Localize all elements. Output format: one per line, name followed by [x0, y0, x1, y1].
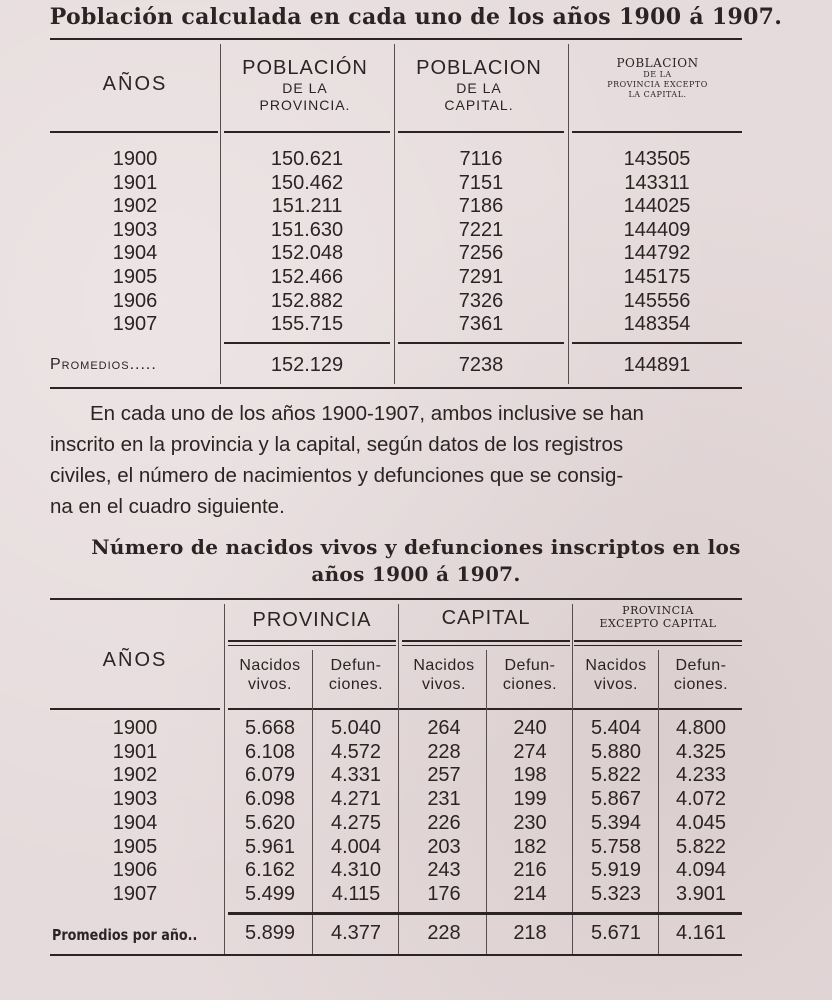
table2-value-cell: 5.394 — [590, 811, 642, 834]
table1-year-cell: 1902 — [112, 195, 158, 218]
table2-value-cell: 5.822 — [675, 835, 727, 858]
intro-paragraph — [50, 398, 750, 522]
table1-column-divider — [220, 44, 221, 384]
defunciones-header — [314, 656, 398, 694]
table1-excepto-cell: 144409 — [623, 218, 691, 241]
table1-promedios-label: Promedios..... — [50, 356, 157, 373]
table1-provincia-cell: 155.715 — [270, 313, 344, 336]
table2-value-cell: 264 — [427, 717, 461, 739]
table2-year-cell: 1905 — [112, 835, 158, 858]
header-line: PROVINCIA EXCEPTO — [607, 79, 708, 89]
table2-value-cell: 5.758 — [590, 835, 642, 858]
table1-header-rule — [50, 131, 218, 133]
table1-promedios-excepto: 144891 — [623, 354, 691, 376]
table1-year-cell: 1904 — [112, 242, 158, 265]
table1-capital-cell: 7221 — [458, 218, 504, 241]
header-line: PROVINCIA. — [259, 96, 351, 113]
header-line: Defun- — [330, 657, 382, 674]
table2-value-cell: 4.800 — [675, 717, 727, 739]
table2-year-cell: 1903 — [112, 788, 158, 811]
table2-value-cell: 5.822 — [590, 764, 642, 787]
table1-header-rule — [398, 131, 564, 133]
table2-promedio-cell: 228 — [427, 922, 461, 944]
table2-promedio-cell: 5.899 — [244, 922, 296, 944]
table1-column-divider — [568, 44, 569, 384]
table2-value-cell: 4.325 — [675, 740, 727, 763]
table2-value-cell: 6.108 — [244, 740, 296, 763]
table2-value-cell: 4.275 — [330, 811, 382, 834]
table2-bottom-rule — [50, 954, 742, 956]
table1-header-rule — [572, 131, 742, 133]
table2-group-rule — [574, 645, 742, 646]
table2-group-rule — [402, 640, 570, 642]
table2-group-rule — [402, 645, 570, 646]
table2-value-cell: 5.961 — [244, 835, 296, 858]
table1-top-rule — [50, 38, 742, 40]
table2-group-rule — [574, 640, 742, 642]
table2-value-cell: 4.331 — [330, 764, 382, 787]
table2-value-cell: 5.919 — [590, 859, 642, 882]
table2-value-cell: 5.668 — [244, 717, 296, 739]
paragraph-line: En cada uno de los años 1900-1907, ambos inclusive se han — [90, 402, 644, 425]
table2-header-rule — [228, 708, 742, 710]
table1-year-cell: 1901 — [112, 171, 158, 194]
table2-value-cell: 3.901 — [675, 882, 727, 905]
table1-title: Población calculada en cada uno de los años 1900 á 1907. — [49, 4, 783, 30]
header-line: DE LA — [643, 70, 672, 80]
header-line: Nacidos — [585, 657, 647, 674]
table2-promedios-label: Promedios por año.. — [52, 926, 198, 944]
table2-value-cell: 5.880 — [590, 740, 642, 763]
table2-column-divider — [398, 604, 399, 954]
table1-capital-cell: 7326 — [458, 289, 504, 312]
table2-title-line1: Número de nacidos vivos y defunciones inscriptos en los — [91, 535, 741, 559]
table2-value-cell: 4.271 — [330, 788, 382, 811]
table2-promedio-cell: 4.161 — [675, 922, 727, 944]
table2-header-provincia: PROVINCIA — [252, 609, 372, 631]
table2-value-cell: 4.094 — [675, 859, 727, 882]
table2-header-capital: CAPITAL — [441, 607, 531, 629]
table2-title-line2: años 1900 á 1907. — [311, 562, 521, 586]
table2-value-cell: 176 — [427, 882, 461, 905]
table1-excepto-cell: 145175 — [623, 266, 691, 288]
table1-column-divider — [394, 44, 395, 384]
table1-provincia-cell: 150.621 — [270, 148, 344, 170]
table1-excepto-cell: 148354 — [623, 313, 691, 336]
header-line: LA CAPITAL. — [628, 89, 687, 99]
table1-sum-rule — [572, 342, 742, 344]
table1-header-rule — [224, 131, 390, 133]
table2-value-cell: 4.310 — [330, 859, 382, 882]
header-line: POBLACION — [416, 57, 542, 79]
table1-excepto-cell: 143505 — [623, 148, 691, 170]
header-line: Defun- — [675, 657, 727, 674]
table2-subcolumn-divider — [658, 650, 659, 954]
table1-provincia-cell: 152.048 — [270, 242, 344, 265]
header-line: Defun- — [504, 657, 556, 674]
table2-promedio-cell: 5.671 — [590, 922, 642, 944]
table2-year-cell: 1906 — [112, 859, 158, 882]
table1-promedios-capital: 7238 — [458, 354, 504, 376]
table2-header-years: AÑOS — [102, 649, 168, 671]
header-line: ciones. — [328, 676, 384, 694]
table2-value-cell: 4.045 — [675, 811, 727, 834]
header-line: Nacidos — [239, 657, 301, 674]
table2-header-excepto — [574, 604, 742, 630]
table2-value-cell: 243 — [427, 859, 461, 882]
table1-provincia-cell: 152.882 — [270, 289, 344, 312]
table2-top-rule — [50, 598, 742, 600]
table2-year-cell: 1900 — [112, 717, 158, 739]
table2-value-cell: 5.323 — [590, 882, 642, 905]
table2-value-cell: 5.620 — [244, 811, 296, 834]
table1-excepto-cell: 144792 — [623, 242, 691, 265]
table1-sum-rule — [398, 342, 564, 344]
header-line: DE LA — [282, 80, 328, 96]
table1-capital-cell: 7256 — [458, 242, 504, 265]
table1-capital-cell: 7116 — [459, 148, 503, 170]
table1-header-provincia — [225, 56, 385, 114]
header-line: ciones. — [502, 676, 558, 694]
table2-group-rule — [228, 640, 396, 642]
table2-promedio-cell: 4.377 — [330, 922, 382, 944]
table1-capital-cell: 7186 — [458, 195, 504, 218]
table2-value-cell: 182 — [513, 835, 547, 858]
table2-year-cell: 1907 — [112, 882, 158, 905]
table2-value-cell: 4.115 — [331, 882, 381, 905]
table2-value-cell: 6.079 — [244, 764, 296, 787]
table1-year-cell: 1903 — [112, 218, 158, 241]
table2-value-cell: 4.072 — [675, 788, 727, 811]
table1-bottom-rule — [50, 387, 742, 389]
paragraph-line: na en el cuadro siguiente. — [50, 495, 285, 518]
table2-value-cell: 5.867 — [590, 788, 642, 811]
table2-value-cell: 257 — [427, 764, 461, 787]
table1-provincia-cell: 151.211 — [271, 195, 343, 218]
table1-provincia-cell: 152.466 — [270, 266, 344, 288]
table2-value-cell: 203 — [427, 835, 461, 858]
table2-value-cell: 4.233 — [675, 764, 727, 787]
paragraph-line: civiles, el número de nacimientos y defunciones que se consig- — [50, 464, 624, 487]
header-line: POBLACION — [616, 56, 699, 70]
table2-value-cell: 226 — [427, 811, 461, 834]
table2-value-cell: 4.004 — [330, 835, 382, 858]
paragraph-line: inscrito en la provincia y la capital, según datos de los registros — [50, 433, 624, 456]
table2-sum-rule — [228, 912, 742, 915]
header-line: POBLACIÓN — [242, 57, 368, 79]
table2-value-cell: 230 — [513, 811, 547, 834]
header-line: CAPITAL. — [444, 96, 514, 113]
table1-excepto-cell: 143311 — [624, 171, 690, 194]
header-line: vivos. — [248, 676, 292, 694]
table2-value-cell: 214 — [513, 882, 547, 905]
table1-year-cell: 1905 — [112, 266, 158, 288]
table1-excepto-cell: 144025 — [623, 195, 691, 218]
table2-value-cell: 5.404 — [590, 717, 642, 739]
nacidos-header — [402, 656, 486, 694]
table2-subcolumn-divider — [486, 650, 487, 954]
table2-year-cell: 1902 — [112, 764, 158, 787]
nacidos-header — [574, 656, 658, 694]
header-line: ciones. — [673, 676, 729, 694]
table2-value-cell: 274 — [513, 740, 547, 763]
table2-value-cell: 216 — [513, 859, 547, 882]
defunciones-header — [488, 656, 572, 694]
table1-header-years: AÑOS — [102, 73, 168, 95]
table2-value-cell: 198 — [513, 764, 547, 787]
header-line: vivos. — [594, 676, 638, 694]
table1-promedios-provincia: 152.129 — [270, 354, 344, 376]
header-line: Nacidos — [413, 657, 475, 674]
table1-year-cell: 1900 — [112, 148, 158, 170]
table2-year-cell: 1904 — [112, 811, 158, 834]
table2-group-rule — [228, 645, 396, 646]
header-line: vivos. — [422, 676, 466, 694]
table2-value-cell: 6.098 — [244, 788, 296, 811]
header-line: PROVINCIA — [622, 604, 694, 617]
table1-year-cell: 1907 — [112, 313, 158, 336]
table1-provincia-cell: 150.462 — [270, 171, 344, 194]
table2-column-divider — [572, 604, 573, 954]
table2-value-cell: 6.162 — [244, 859, 296, 882]
table2-promedio-cell: 218 — [513, 922, 547, 944]
table2-value-cell: 5.040 — [330, 717, 382, 739]
table1-provincia-cell: 151.630 — [270, 218, 344, 241]
table1-capital-cell: 7361 — [458, 313, 504, 336]
table2-value-cell: 228 — [427, 740, 461, 763]
table1-header-capital — [398, 56, 560, 114]
table1-capital-cell: 7291 — [458, 266, 504, 288]
nacidos-header — [228, 656, 312, 694]
table1-excepto-cell: 145556 — [623, 289, 691, 312]
table2-value-cell: 5.499 — [244, 882, 296, 905]
table2-value-cell: 199 — [513, 788, 547, 811]
table1-year-cell: 1906 — [112, 289, 158, 312]
table2-year-cell: 1901 — [112, 740, 158, 763]
table1-sum-rule — [224, 342, 390, 344]
table2-value-cell: 240 — [513, 717, 547, 739]
table1-capital-cell: 7151 — [458, 171, 504, 194]
table2-value-cell: 231 — [427, 788, 461, 811]
table2-column-divider — [224, 604, 225, 954]
table2-header-rule — [50, 708, 220, 710]
table1-header-excepto — [575, 56, 740, 99]
defunciones-header — [660, 656, 742, 694]
header-line: EXCEPTO CAPITAL — [599, 617, 717, 631]
table2-value-cell: 4.572 — [330, 740, 382, 763]
header-line: DE LA — [456, 80, 502, 96]
table2-subcolumn-divider — [312, 650, 313, 954]
